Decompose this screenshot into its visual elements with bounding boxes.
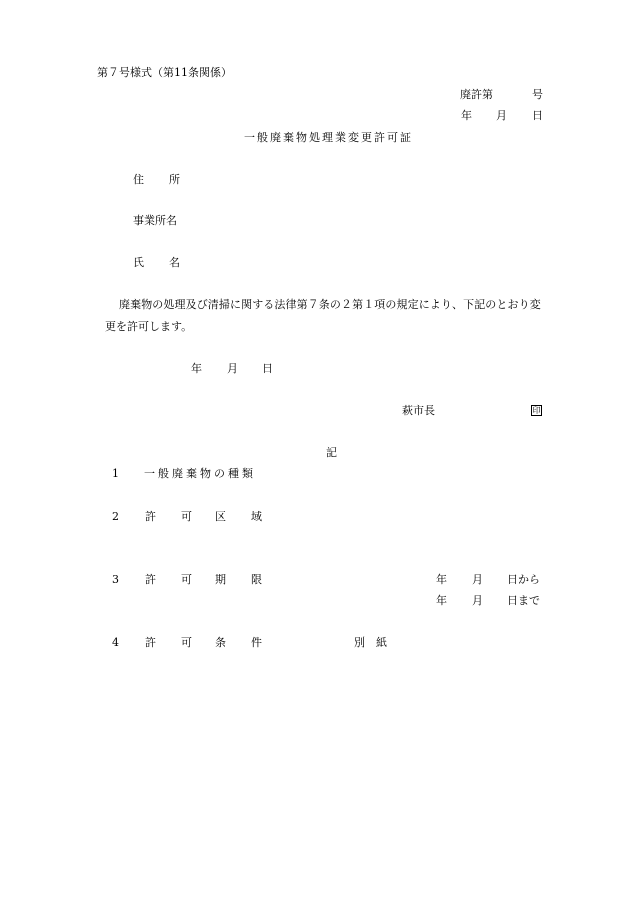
permit-number-prefix: 廃許第: [460, 88, 493, 101]
item2-label-3: 区: [215, 510, 226, 523]
permit-number-suffix: 号: [532, 88, 543, 101]
item3-label-3: 期: [215, 573, 226, 586]
issue-date-day: 日: [262, 362, 273, 375]
office-name-label: 事業所名: [133, 214, 177, 227]
item4-label-3: 条: [215, 636, 226, 649]
period-from-day: 日から: [507, 573, 540, 586]
issue-date-month: 月: [227, 362, 238, 375]
address-label-1: 住: [133, 173, 144, 186]
period-from-year: 年: [436, 573, 447, 586]
issuer-title: 萩市長: [402, 404, 435, 417]
issue-date-year: 年: [191, 362, 202, 375]
period-to-year: 年: [436, 594, 447, 607]
item2-label-1: 許: [145, 510, 156, 523]
item1-number: 1: [112, 467, 119, 480]
period-to-day: 日まで: [507, 594, 540, 607]
item4-label-1: 許: [145, 636, 156, 649]
form-label: 第７号様式（第11条関係）: [97, 66, 232, 79]
item1-label: 一般廃棄物の種類: [144, 467, 256, 480]
item4-label-4: 件: [251, 636, 262, 649]
item3-number: 3: [112, 573, 119, 586]
body-text-line2: 更を許可します。: [105, 320, 193, 333]
item3-label-1: 許: [145, 573, 156, 586]
item2-label-2: 可: [181, 510, 192, 523]
body-text-line1: 廃棄物の処理及び清掃に関する法律第７条の２第１項の規定により、下記のとおり変: [119, 298, 541, 311]
item4-value: 別 紙: [354, 636, 387, 649]
item2-label-4: 域: [251, 510, 262, 523]
header-date-year: 年: [461, 109, 472, 122]
name-label-1: 氏: [133, 256, 144, 269]
document-title: 一般廃棄物処理業変更許可証: [244, 131, 413, 144]
item3-label-4: 限: [251, 573, 262, 586]
period-from-month: 月: [472, 573, 483, 586]
period-to-month: 月: [472, 594, 483, 607]
seal-mark: 印: [532, 406, 541, 415]
item3-label-2: 可: [181, 573, 192, 586]
item4-number: 4: [112, 636, 119, 649]
name-label-2: 名: [169, 256, 180, 269]
item2-number: 2: [112, 510, 119, 523]
header-date-month: 月: [496, 109, 507, 122]
item4-label-2: 可: [181, 636, 192, 649]
notes-heading: 記: [326, 446, 337, 459]
header-date-day: 日: [532, 109, 543, 122]
address-label-2: 所: [169, 173, 180, 186]
